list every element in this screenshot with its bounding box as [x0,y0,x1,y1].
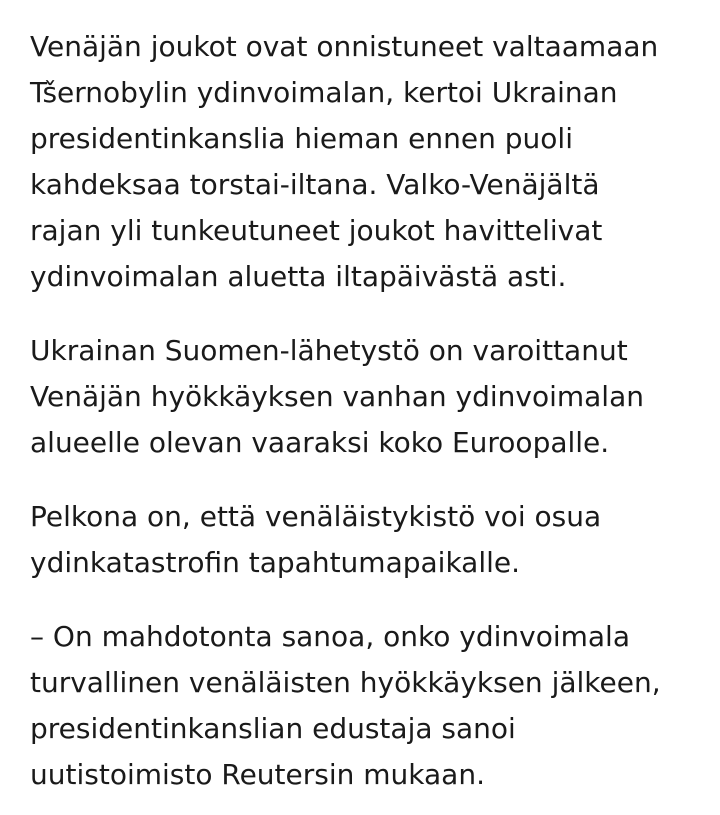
paragraph-line: Pelkona on, että venäläistykistö voi osua [30,500,602,533]
paragraph-line: ydinvoimalan aluetta iltapäivästä asti. [30,260,567,293]
paragraph-2 [30,328,690,466]
paragraph-3 [30,494,690,586]
paragraph-line: alueelle olevan vaaraksi koko Euroopalle. [30,426,610,459]
paragraph-line: ydinkatastrofin tapahtumapaikalle. [30,546,521,579]
paragraph-line: turvallinen venäläisten hyökkäyksen jälkeen, [30,666,661,699]
paragraph-line: presidentinkanslian edustaja sanoi [30,712,516,745]
paragraph-line: Venäjän hyökkäyksen vanhan ydinvoimalan [30,380,644,413]
paragraph-1 [30,24,690,300]
paragraph-line: Ukrainan Suomen-lähetystö on varoittanut [30,334,628,367]
paragraph-line: presidentinkanslia hieman ennen puoli [30,122,573,155]
paragraph-line: uutistoimisto Reutersin mukaan. [30,758,485,791]
paragraph-4-quote [30,614,690,798]
paragraph-line: kahdeksaa torstai-iltana. Valko-Venäjältä [30,168,600,201]
paragraph-line: Venäjän joukot ovat onnistuneet valtaamaan [30,30,659,63]
paragraph-line: – On mahdotonta sanoa, onko ydinvoimala [30,620,630,653]
paragraph-line: rajan yli tunkeutuneet joukot havittelivat [30,214,603,247]
paragraph-line: Tšernobylin ydinvoimalan, kertoi Ukrainan [30,76,618,109]
